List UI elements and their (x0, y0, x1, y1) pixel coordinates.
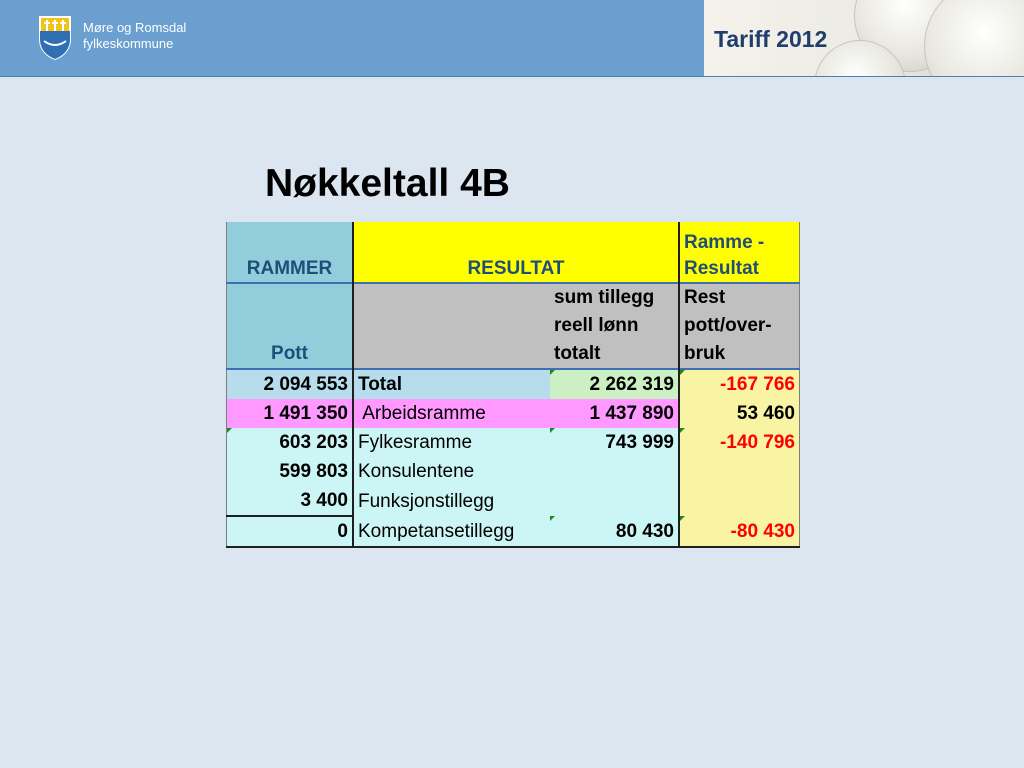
sum-header-line2: reell lønn (554, 315, 639, 336)
sum-value: 2 262 319 (550, 369, 679, 399)
pott-value: 0 (227, 516, 354, 547)
table-row (227, 516, 800, 547)
pott-value: 603 203 (227, 428, 354, 457)
table-row (227, 428, 800, 457)
rest-value: -80 430 (679, 516, 800, 547)
rest-value: 53 460 (679, 399, 800, 428)
pott-value: 1 491 350 (227, 399, 354, 428)
row-label: Total (353, 369, 550, 399)
pott-value: 2 094 553 (227, 369, 354, 399)
rest-header-line3: bruk (684, 343, 726, 364)
table-row (227, 369, 800, 399)
row-label: Kompetansetillegg (353, 516, 550, 547)
resultat-header: RESULTAT (353, 222, 679, 283)
ramme-resultat-line1: Ramme - (684, 232, 765, 253)
sum-value (550, 486, 679, 516)
org-name-line1: Møre og Romsdal (83, 20, 187, 35)
key-figures-table (226, 222, 800, 548)
sum-header-line1: sum tillegg (554, 287, 655, 308)
table-header-row (227, 222, 800, 283)
banner-title: Tariff 2012 (714, 26, 828, 52)
rest-value: -140 796 (679, 428, 800, 457)
sum-header-line3: totalt (554, 343, 601, 364)
sum-value: 1 437 890 (550, 399, 679, 428)
rest-header-line1: Rest (684, 287, 726, 308)
coins-banner-image (704, 0, 1024, 76)
rest-header-line2: pott/over- (684, 315, 772, 336)
organization-name (83, 20, 186, 52)
empty-header-cell (353, 283, 550, 369)
table-subheader-row (227, 283, 800, 369)
rest-value: -167 766 (679, 369, 800, 399)
table-row (227, 486, 800, 516)
sum-value: 743 999 (550, 428, 679, 457)
table-row (227, 457, 800, 486)
pott-header: Pott (227, 283, 354, 369)
row-label: Funksjonstillegg (353, 486, 550, 516)
table-row (227, 399, 800, 428)
coat-of-arms-logo-icon (38, 15, 72, 61)
org-name-line2: fylkeskommune (83, 36, 174, 51)
rest-value (679, 457, 800, 486)
rest-value (679, 486, 800, 516)
row-label: Arbeidsramme (353, 399, 550, 428)
row-label: Konsulentene (353, 457, 550, 486)
slide-title: Nøkkeltall 4B (265, 162, 510, 205)
rammer-header: RAMMER (227, 222, 354, 283)
ramme-resultat-header (679, 222, 800, 283)
header-bar (0, 0, 1024, 77)
pott-value: 599 803 (227, 457, 354, 486)
row-label: Fylkesramme (353, 428, 550, 457)
sum-value (550, 457, 679, 486)
pott-value: 3 400 (227, 486, 354, 516)
rest-header (679, 283, 800, 369)
sum-value: 80 430 (550, 516, 679, 547)
sum-tillegg-header (550, 283, 679, 369)
ramme-resultat-line2: Resultat (684, 258, 759, 279)
coin-shape (924, 0, 1024, 76)
